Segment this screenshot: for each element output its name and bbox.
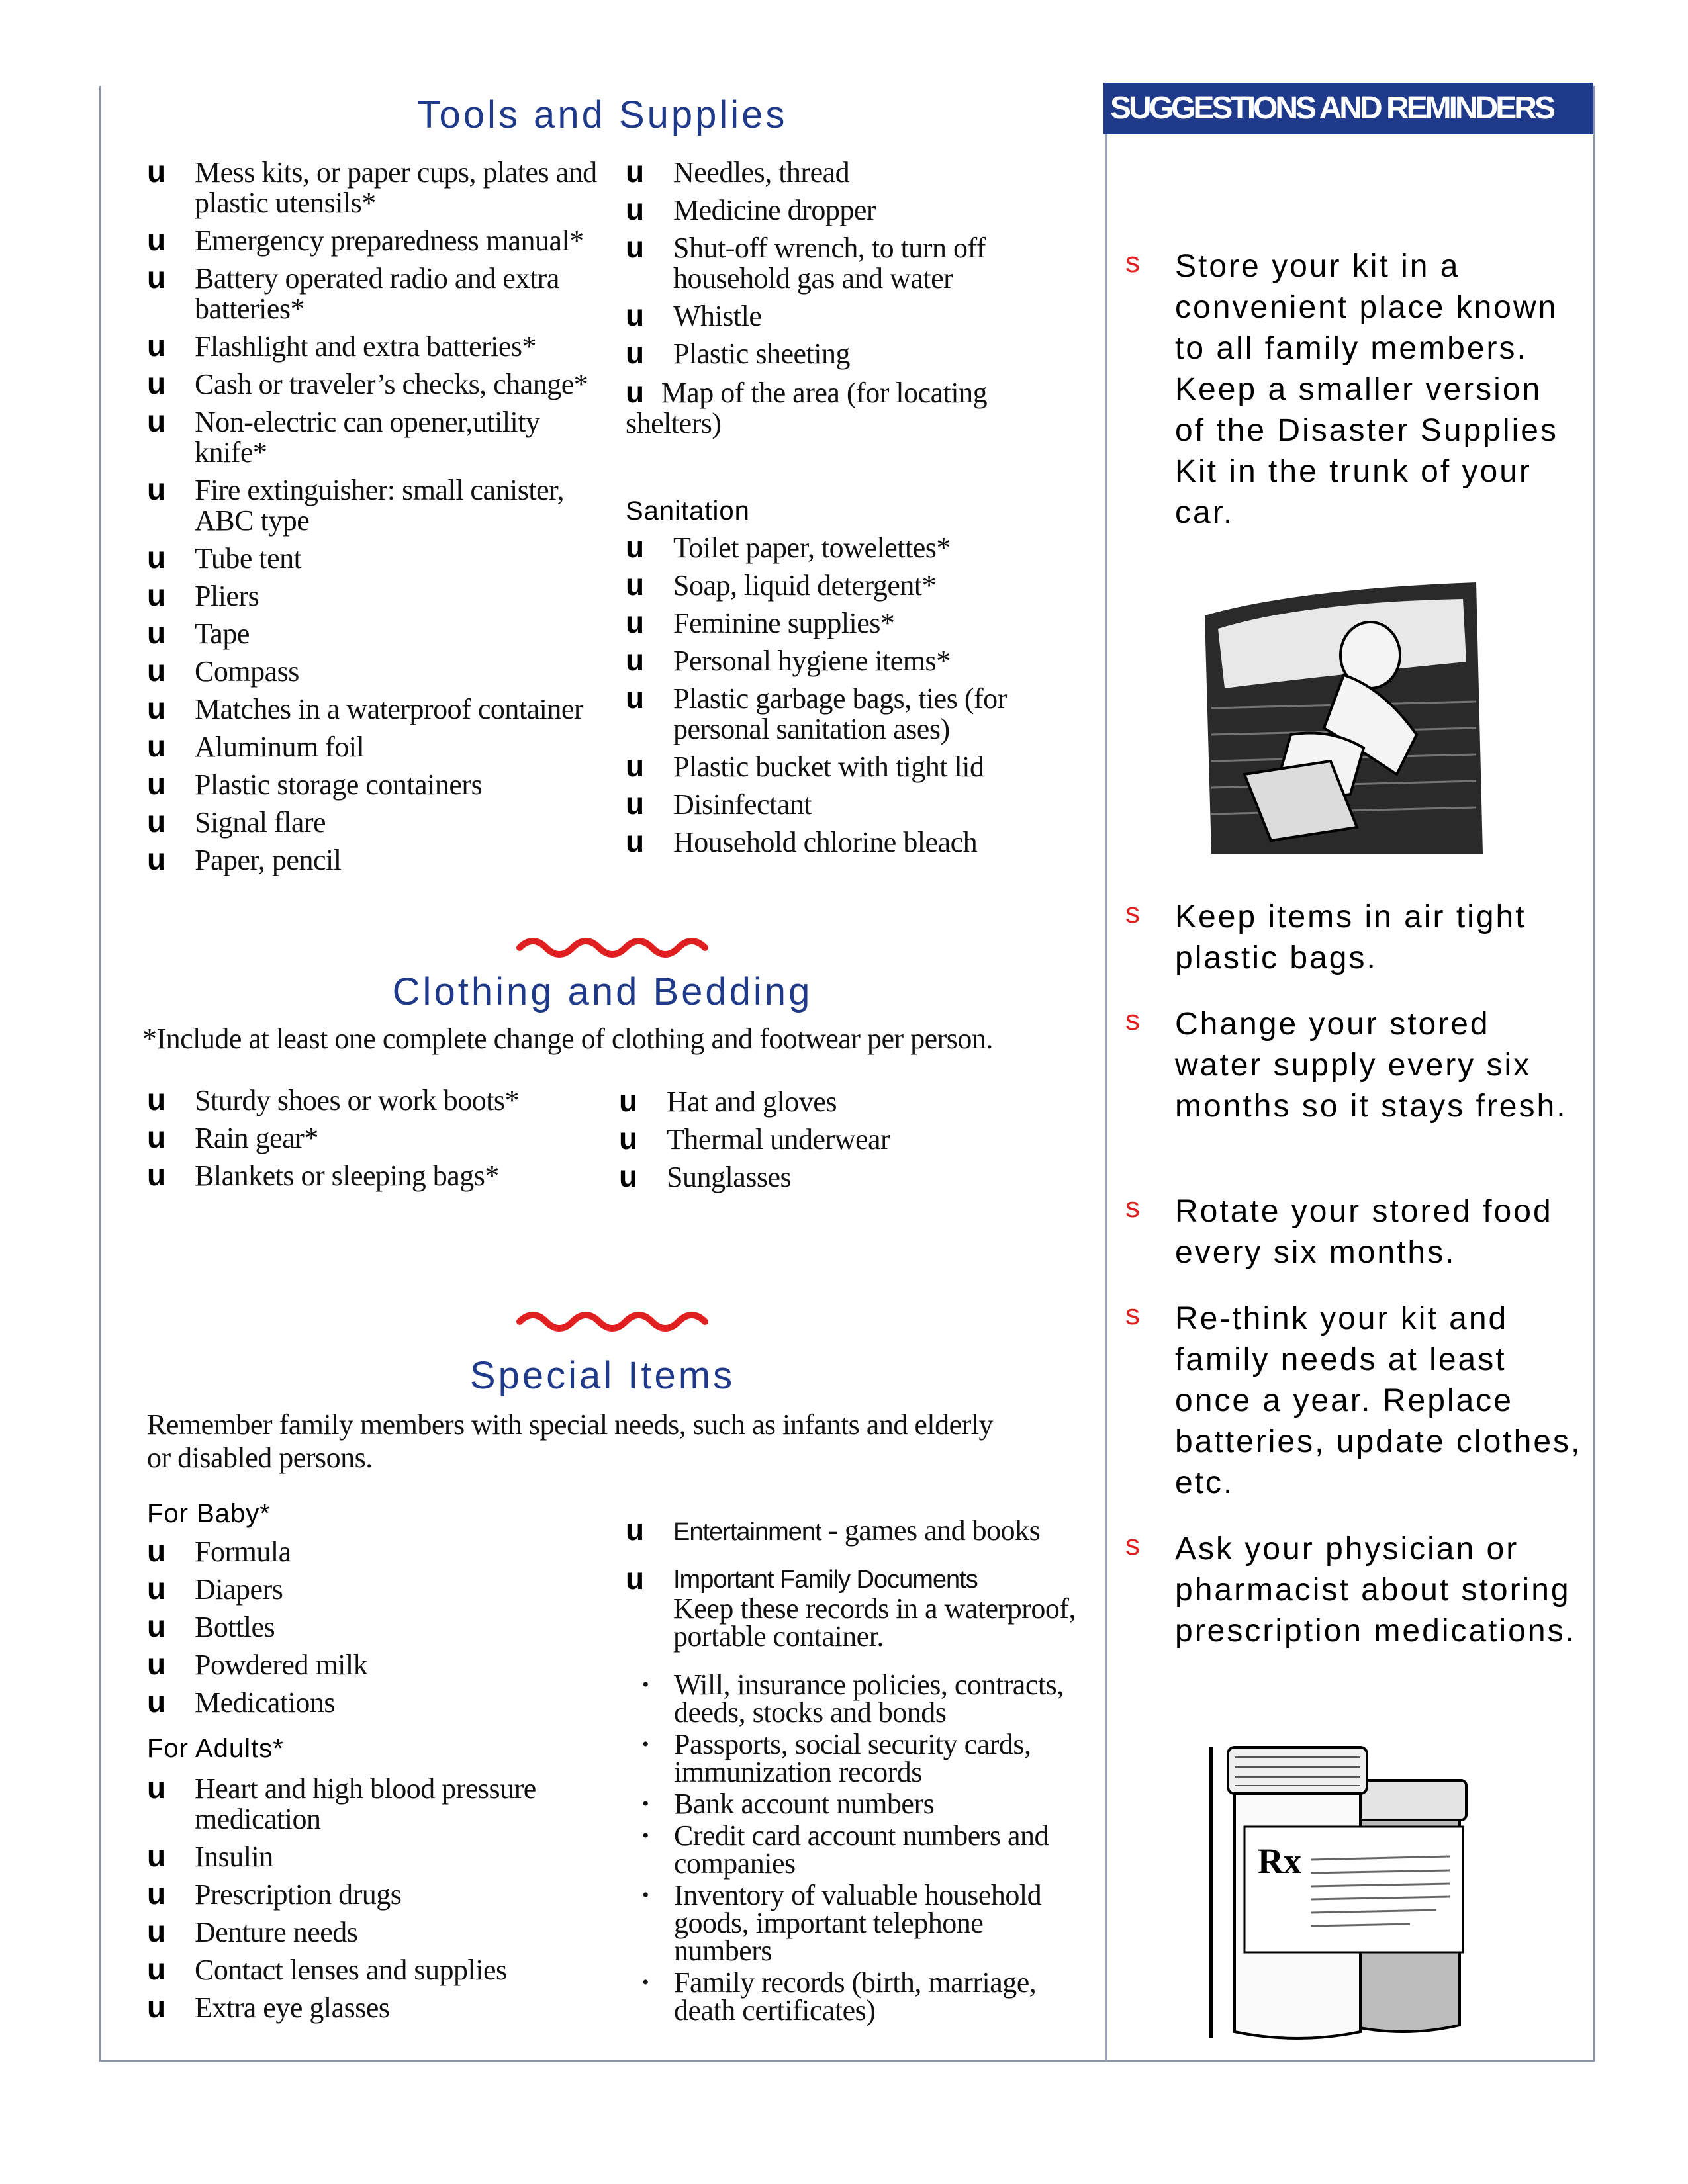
list-item: u Needles, thread	[626, 154, 850, 189]
u-bullet-icon: u	[147, 1839, 165, 1873]
u-bullet-icon: u	[147, 154, 165, 189]
u-bullet-icon: u	[147, 615, 165, 650]
sidebar-header: SUGGESTIONS AND REMINDERS	[1103, 83, 1593, 134]
tools-list-left	[147, 154, 610, 883]
s-bullet-icon: s	[1125, 1529, 1140, 1561]
u-bullet-icon: u	[147, 842, 165, 876]
list-item: u Cash or traveler’s checks, change*	[147, 366, 588, 400]
tip-item	[1125, 1004, 1582, 1127]
list-item: u Mess kits, or paper cups, plates and plastic utensils*	[147, 154, 597, 219]
wave-divider-icon	[516, 933, 715, 960]
entertainment-item	[626, 1512, 1089, 1547]
dot-bullet-icon: •	[642, 1733, 649, 1755]
list-item: u Contact lenses and supplies	[147, 1952, 507, 1986]
u-bullet-icon: u	[147, 691, 165, 725]
list-item: u Sunglasses	[619, 1159, 792, 1193]
documents-label: Important Family Documents	[673, 1566, 978, 1594]
dot-bullet-icon: •	[642, 1793, 649, 1815]
list-item: u Diapers	[147, 1571, 283, 1606]
u-bullet-icon: u	[147, 260, 165, 295]
u-bullet-icon: u	[147, 766, 165, 801]
u-bullet-icon: u	[626, 824, 644, 858]
list-item: u Heart and high blood pressure medication	[147, 1770, 536, 1835]
clothing-note: *Include at least one complete change of clothing and footwear per person.	[142, 1023, 993, 1055]
u-bullet-icon: u	[619, 1083, 637, 1118]
list-item: • Inventory of valuable household goods, important telephone numbers	[642, 1879, 1042, 1967]
dot-bullet-icon: •	[642, 1972, 649, 1993]
u-bullet-icon: u	[147, 1158, 165, 1192]
list-item: u Flashlight and extra batteries*	[147, 328, 537, 363]
u-bullet-icon: u	[147, 729, 165, 763]
list-item: u Tube tent	[147, 540, 302, 574]
list-item: u Rain gear*	[147, 1120, 318, 1154]
list-item: u Shut-off wrench, to turn off household gas and water	[626, 230, 986, 295]
adults-heading: For Adults*	[147, 1734, 284, 1763]
u-bullet-icon: u	[626, 529, 644, 564]
list-item: u Emergency preparedness manual*	[147, 222, 584, 257]
list-item: u Map of the area (for locating shelters)	[626, 375, 988, 439]
list-item: u Non-electric can opener,utility knife*	[147, 404, 540, 469]
sanitation-list	[626, 529, 1036, 865]
list-item: u Compass	[147, 653, 299, 688]
dot-bullet-icon: •	[642, 1825, 649, 1846]
u-bullet-icon: u	[147, 578, 165, 612]
u-bullet-icon: u	[147, 328, 165, 363]
list-item: u Soap, liquid detergent*	[626, 567, 937, 602]
u-bullet-icon: u	[626, 786, 644, 821]
list-item: u Plastic garbage bags, ties (for personal sanitation ases)	[626, 680, 1007, 745]
page-border-bottom	[99, 2060, 1595, 2062]
tip-text: Store your kit in a convenient place known to all family members. Keep a smaller version of the Disaster Supplies Kit in the trunk of your car.	[1175, 249, 1558, 530]
s-bullet-icon: s	[1125, 1004, 1140, 1036]
list-item: u Medicine dropper	[626, 192, 876, 226]
list-item: u Plastic storage containers	[147, 766, 483, 801]
car-trunk-illustration-icon	[1198, 576, 1489, 860]
documents-item	[626, 1561, 1089, 1653]
clothing-list-right	[619, 1083, 1043, 1200]
u-bullet-icon: u	[147, 1914, 165, 1948]
list-item: u Denture needs	[147, 1914, 358, 1948]
entertainment-label: Entertainment	[673, 1518, 821, 1546]
documents-text: Keep these records in a waterproof, portable container.	[673, 1592, 1076, 1653]
u-bullet-icon: u	[626, 749, 644, 783]
list-item: u Formula	[147, 1533, 291, 1568]
list-item: u Pliers	[147, 578, 259, 612]
list-item: u Extra eye glasses	[147, 1989, 390, 2024]
list-item: u Disinfectant	[626, 786, 812, 821]
u-bullet-icon: u	[626, 375, 644, 409]
u-bullet-icon: u	[147, 1120, 165, 1154]
u-bullet-icon: u	[147, 222, 165, 257]
list-item: u Paper, pencil	[147, 842, 342, 876]
special-right-list	[626, 1512, 1089, 1658]
list-item: • Family records (birth, marriage, death certificates)	[642, 1966, 1037, 2026]
list-item: • Passports, social security cards, immunization records	[642, 1728, 1031, 1788]
u-bullet-icon: u	[147, 1609, 165, 1643]
baby-heading: For Baby*	[147, 1499, 271, 1528]
tip-item	[1125, 246, 1582, 533]
list-item: u Feminine supplies*	[626, 605, 895, 639]
tip-text: Re-think your kit and family needs at least once a year. Replace batteries, update clothes, etc.	[1175, 1301, 1582, 1500]
u-bullet-icon: u	[147, 404, 165, 438]
list-item: u Battery operated radio and extra batteries*	[147, 260, 559, 325]
tools-list-right	[626, 154, 1036, 446]
dot-bullet-icon: •	[642, 1884, 649, 1906]
u-bullet-icon: u	[626, 230, 644, 264]
tip-item	[1125, 1529, 1582, 1652]
u-bullet-icon: u	[147, 1571, 165, 1606]
list-item: u Powdered milk	[147, 1647, 368, 1681]
dot-bullet-icon: •	[642, 1674, 649, 1696]
u-bullet-icon: u	[626, 298, 644, 332]
list-item: u Hat and gloves	[619, 1083, 837, 1118]
u-bullet-icon: u	[626, 567, 644, 602]
s-bullet-icon: s	[1125, 246, 1140, 279]
list-item: u Medications	[147, 1684, 336, 1719]
u-bullet-icon: u	[147, 1770, 165, 1805]
u-bullet-icon: u	[147, 1989, 165, 2024]
tip-text: Rotate your stored food every six months.	[1175, 1194, 1553, 1270]
special-section-title: Special Items	[469, 1354, 735, 1397]
prescription-bottles-illustration-icon	[1198, 1734, 1489, 2045]
u-bullet-icon: u	[626, 154, 644, 189]
list-item: u Matches in a waterproof container	[147, 691, 584, 725]
list-item: u Thermal underwear	[619, 1121, 890, 1156]
u-bullet-icon: u	[147, 653, 165, 688]
u-bullet-icon: u	[147, 1876, 165, 1911]
list-item: u Whistle	[626, 298, 762, 332]
clothing-list-left	[147, 1082, 597, 1199]
clothing-section-title: Clothing and Bedding	[392, 970, 813, 1013]
list-item: u Signal flare	[147, 804, 326, 839]
wave-divider-icon	[516, 1307, 715, 1334]
u-bullet-icon: u	[147, 1952, 165, 1986]
u-bullet-icon: u	[626, 1561, 644, 1596]
list-item: • Bank account numbers	[642, 1788, 935, 1820]
tip-text: Ask your physician or pharmacist about storing prescription medications.	[1175, 1531, 1576, 1649]
s-bullet-icon: s	[1125, 897, 1140, 929]
column-divider	[1105, 132, 1107, 2062]
list-item: u Bottles	[147, 1609, 275, 1643]
u-bullet-icon: u	[147, 1684, 165, 1719]
u-bullet-icon: u	[147, 804, 165, 839]
list-item: u Household chlorine bleach	[626, 824, 978, 858]
u-bullet-icon: u	[147, 540, 165, 574]
list-item: u Personal hygiene items*	[626, 643, 951, 677]
list-item: u Plastic sheeting	[626, 336, 850, 370]
list-item: u Tape	[147, 615, 250, 650]
tip-item	[1125, 1298, 1582, 1504]
entertainment-text: - games and books	[821, 1514, 1041, 1547]
special-intro: Remember family members with special needs, such as infants and elderly or disabled persons.	[147, 1408, 993, 1474]
u-bullet-icon: u	[626, 643, 644, 677]
tip-item	[1125, 1191, 1582, 1273]
u-bullet-icon: u	[147, 366, 165, 400]
list-item: u Insulin	[147, 1839, 273, 1873]
sanitation-heading: Sanitation	[626, 496, 750, 525]
page-border-right	[1593, 86, 1595, 2062]
u-bullet-icon: u	[626, 336, 644, 370]
u-bullet-icon: u	[626, 605, 644, 639]
list-item: u Prescription drugs	[147, 1876, 402, 1911]
u-bullet-icon: u	[626, 192, 644, 226]
s-bullet-icon: s	[1125, 1191, 1140, 1224]
u-bullet-icon: u	[147, 1647, 165, 1681]
baby-list	[147, 1533, 584, 1725]
u-bullet-icon: u	[147, 1082, 165, 1116]
tools-section-title: Tools and Supplies	[417, 93, 788, 136]
s-bullet-icon: s	[1125, 1298, 1140, 1331]
adults-list	[147, 1770, 577, 2030]
list-item: • Will, insurance policies, contracts, deeds, stocks and bonds	[642, 1668, 1064, 1729]
list-item: u Blankets or sleeping bags*	[147, 1158, 499, 1192]
documents-list	[634, 1668, 1084, 2028]
tip-text: Keep items in air tight plastic bags.	[1175, 899, 1526, 976]
tip-item	[1125, 897, 1582, 979]
list-item: u Plastic bucket with tight lid	[626, 749, 984, 783]
rx-label: Rx	[1258, 1841, 1301, 1881]
u-bullet-icon: u	[626, 680, 644, 715]
page-border-left	[99, 86, 101, 2062]
list-item: u Sturdy shoes or work boots*	[147, 1082, 520, 1116]
list-item: u Fire extinguisher: small canister, ABC type	[147, 472, 564, 537]
u-bullet-icon: u	[147, 472, 165, 506]
u-bullet-icon: u	[626, 1512, 644, 1547]
u-bullet-icon: u	[619, 1159, 637, 1193]
list-item: u Toilet paper, towelettes*	[626, 529, 951, 564]
u-bullet-icon: u	[147, 1533, 165, 1568]
list-item: • Credit card account numbers and companies	[642, 1819, 1049, 1880]
tip-text: Change your stored water supply every six months so it stays fresh.	[1175, 1007, 1568, 1124]
list-item: u Aluminum foil	[147, 729, 365, 763]
u-bullet-icon: u	[619, 1121, 637, 1156]
